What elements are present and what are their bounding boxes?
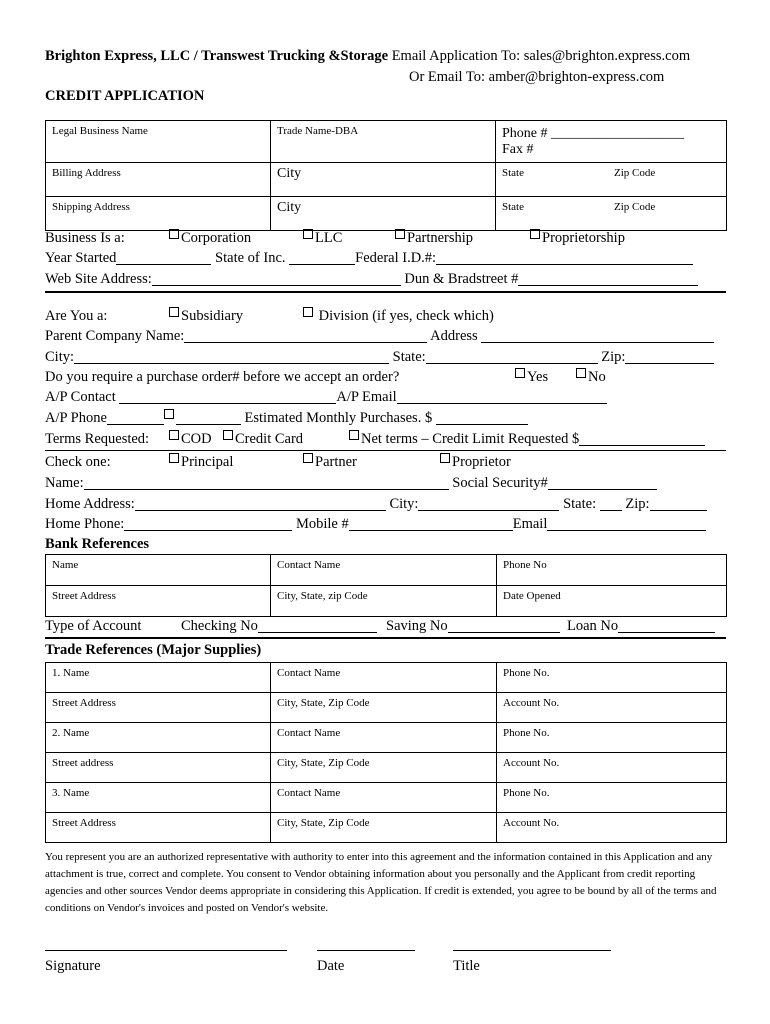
shipping-state-label: State bbox=[502, 201, 524, 213]
bank-contact-label: Contact Name bbox=[277, 559, 341, 571]
parent-zip-label: Zip: bbox=[601, 349, 626, 365]
ap-contact-input[interactable] bbox=[119, 389, 336, 404]
phone-fax-field[interactable] bbox=[496, 121, 727, 163]
billing-address-label: Billing Address bbox=[52, 167, 121, 179]
principal-checkbox[interactable] bbox=[169, 453, 179, 463]
checking-input[interactable] bbox=[258, 618, 377, 633]
net-terms-checkbox[interactable] bbox=[349, 430, 359, 440]
trade-cell[interactable] bbox=[497, 813, 727, 843]
llc-option[interactable] bbox=[303, 229, 342, 247]
billing-address-field[interactable] bbox=[46, 163, 271, 197]
check-one-label: Check one: bbox=[45, 454, 111, 470]
parent-zip-input[interactable] bbox=[625, 349, 714, 364]
shipping-zip-label: Zip Code bbox=[614, 201, 656, 213]
parent-company-input[interactable] bbox=[184, 328, 427, 343]
bank-date-opened-field[interactable] bbox=[497, 586, 727, 617]
saving-label: Saving No bbox=[386, 618, 448, 634]
parent-address-label: Address bbox=[430, 328, 478, 344]
bank-references-table bbox=[45, 554, 727, 617]
dun-bradstreet-input[interactable] bbox=[518, 271, 698, 286]
header bbox=[45, 47, 690, 65]
billing-state-label: State bbox=[502, 167, 524, 179]
ap-email-label: A/P Email bbox=[336, 389, 397, 405]
partnership-label: Partnership bbox=[407, 230, 474, 246]
principal-option[interactable] bbox=[169, 453, 233, 471]
cod-checkbox[interactable] bbox=[169, 430, 179, 440]
trade-1-phone-label: Phone No. bbox=[503, 667, 550, 679]
state-of-inc-input[interactable] bbox=[289, 250, 355, 265]
trade-1-name-label: 1. Name bbox=[52, 667, 90, 679]
po-yes-label: Yes bbox=[527, 369, 549, 385]
email-input[interactable] bbox=[547, 516, 706, 531]
bank-city-label: City, State, zip Code bbox=[277, 590, 368, 602]
loan-group bbox=[567, 617, 715, 635]
date-label: Date bbox=[317, 958, 345, 974]
home-address-label: Home Address: bbox=[45, 496, 135, 512]
bank-phone-field[interactable] bbox=[497, 555, 727, 586]
partner-label: Partner bbox=[315, 454, 357, 470]
web-site-label: Web Site Address: bbox=[45, 271, 152, 287]
phone-label: Phone # ___________________ bbox=[502, 126, 684, 141]
credit-limit-input[interactable] bbox=[579, 431, 705, 446]
home-phone-input[interactable] bbox=[124, 516, 292, 531]
are-you-row bbox=[45, 307, 494, 325]
parent-company-label: Parent Company Name: bbox=[45, 328, 185, 344]
trade-2-street-label: Street address bbox=[52, 757, 114, 769]
principal-label: Principal bbox=[181, 454, 234, 470]
account-type-row bbox=[45, 617, 619, 635]
division-checkbox[interactable] bbox=[303, 307, 313, 317]
parent-city-label: City: bbox=[45, 349, 75, 365]
ssn-input[interactable] bbox=[548, 475, 657, 490]
trade-cell[interactable] bbox=[271, 693, 497, 723]
ap-phone-input[interactable] bbox=[107, 410, 164, 425]
trade-name-label: Trade Name-DBA bbox=[277, 125, 359, 137]
home-state-input[interactable] bbox=[600, 496, 622, 511]
credit-card-option[interactable] bbox=[223, 430, 303, 448]
parent-company-row bbox=[45, 327, 714, 345]
proprietorship-label: Proprietorship bbox=[542, 230, 625, 246]
bank-name-label: Name bbox=[52, 559, 79, 571]
ssn-label: Social Security# bbox=[452, 475, 548, 491]
owner-name-row bbox=[45, 474, 657, 492]
trade-cell[interactable] bbox=[46, 723, 271, 753]
are-you-label: Are You a: bbox=[45, 308, 108, 324]
billing-city-label: City bbox=[277, 166, 302, 181]
trade-cell[interactable] bbox=[497, 663, 727, 693]
bank-date-opened-label: Date Opened bbox=[503, 590, 561, 602]
mobile-label: Mobile # bbox=[295, 516, 349, 532]
trade-cell[interactable] bbox=[271, 723, 497, 753]
proprietor-checkbox[interactable] bbox=[440, 453, 450, 463]
title-label: Title bbox=[453, 958, 480, 974]
net-terms-option[interactable] bbox=[349, 430, 705, 448]
home-phone-row bbox=[45, 515, 706, 533]
date-line[interactable] bbox=[317, 950, 415, 951]
credit-card-checkbox[interactable] bbox=[223, 430, 233, 440]
trade-1-account-label: Account No. bbox=[503, 697, 560, 709]
bank-references-heading: Bank References bbox=[45, 536, 150, 552]
po-no-checkbox[interactable] bbox=[576, 368, 586, 378]
trade-3-street-label: Street Address bbox=[52, 817, 116, 829]
fax-label: Fax # bbox=[502, 142, 534, 157]
trade-2-contact-label: Contact Name bbox=[277, 727, 341, 739]
business-type-row bbox=[45, 229, 625, 247]
credit-card-label: Credit Card bbox=[235, 431, 304, 447]
trade-cell[interactable] bbox=[497, 753, 727, 783]
trade-cell[interactable] bbox=[46, 663, 271, 693]
division-option[interactable] bbox=[303, 307, 494, 325]
ap-email-input[interactable] bbox=[397, 389, 607, 404]
trade-cell[interactable] bbox=[271, 753, 497, 783]
year-started-input[interactable] bbox=[116, 250, 211, 265]
trade-3-contact-label: Contact Name bbox=[277, 787, 341, 799]
llc-label: LLC bbox=[315, 230, 343, 246]
title-line[interactable] bbox=[453, 950, 611, 951]
terms-requested-label: Terms Requested: bbox=[45, 431, 150, 447]
section-divider bbox=[45, 291, 726, 293]
proprietorship-option[interactable] bbox=[530, 229, 625, 247]
bank-city-field[interactable] bbox=[271, 586, 497, 617]
check-one-row bbox=[45, 453, 511, 471]
home-phone-label: Home Phone: bbox=[45, 516, 125, 532]
ap-phone-checkbox[interactable] bbox=[164, 409, 174, 419]
po-yes-option[interactable] bbox=[515, 368, 548, 386]
trade-2-phone-label: Phone No. bbox=[503, 727, 550, 739]
trade-1-contact-label: Contact Name bbox=[277, 667, 341, 679]
shipping-address-label: Shipping Address bbox=[52, 201, 130, 213]
federal-id-input[interactable] bbox=[436, 250, 693, 265]
web-site-input[interactable] bbox=[152, 271, 401, 286]
ap-contact-row bbox=[45, 388, 607, 406]
subsidiary-label: Subsidiary bbox=[181, 308, 244, 324]
trade-1-street-label: Street Address bbox=[52, 697, 116, 709]
business-is-label: Business Is a: bbox=[45, 230, 125, 246]
federal-id-label: Federal I.D.#: bbox=[355, 250, 437, 266]
parent-city-row bbox=[45, 348, 714, 366]
section-divider-2 bbox=[45, 450, 726, 451]
trade-3-phone-label: Phone No. bbox=[503, 787, 550, 799]
home-zip-input[interactable] bbox=[650, 496, 707, 511]
bank-street-label: Street Address bbox=[52, 590, 116, 602]
saving-group bbox=[386, 617, 560, 635]
owner-name-input[interactable] bbox=[84, 475, 449, 490]
subsidiary-option[interactable] bbox=[169, 307, 243, 325]
owner-name-label: Name: bbox=[45, 475, 84, 491]
net-terms-label: Net terms – Credit Limit Requested $ bbox=[361, 431, 580, 447]
subsidiary-checkbox[interactable] bbox=[169, 307, 179, 317]
partner-checkbox[interactable] bbox=[303, 453, 313, 463]
business-info-table bbox=[45, 120, 727, 231]
corporation-option[interactable] bbox=[169, 229, 251, 247]
home-state-label: State: bbox=[563, 496, 597, 512]
trade-1-city-label: City, State, Zip Code bbox=[277, 697, 370, 709]
home-city-label: City: bbox=[389, 496, 419, 512]
loan-label: Loan No bbox=[567, 618, 619, 634]
trade-cell[interactable] bbox=[497, 723, 727, 753]
shipping-city-field[interactable] bbox=[271, 197, 496, 231]
bank-street-field[interactable] bbox=[46, 586, 271, 617]
ap-phone-label: A/P Phone bbox=[45, 410, 107, 426]
cod-label: COD bbox=[181, 431, 212, 447]
shipping-address-field[interactable] bbox=[46, 197, 271, 231]
web-site-row bbox=[45, 270, 698, 288]
trade-2-city-label: City, State, Zip Code bbox=[277, 757, 370, 769]
home-address-input[interactable] bbox=[135, 496, 386, 511]
trade-cell[interactable] bbox=[46, 813, 271, 843]
billing-city-field[interactable] bbox=[271, 163, 496, 197]
trade-references-table bbox=[45, 662, 727, 843]
proprietor-label: Proprietor bbox=[452, 454, 511, 470]
section-divider-3 bbox=[45, 637, 726, 639]
state-of-inc-label: State of Inc. bbox=[215, 250, 286, 266]
est-monthly-label: Estimated Monthly Purchases. $ bbox=[244, 410, 433, 426]
company-name: Brighton Express, LLC / Transwest Trucking &Storage bbox=[45, 48, 389, 64]
agreement-text: You represent you are an authorized representative with authority to enter into this agreement and the information contained in this Application and any attachment is true, correct and complete. You consent to Vendor obtaining information about you personally and the Applicant from credit reporting agencies and other sources Vendor deems appropriate in considering this Application. If credit is extended, you agree to be bound by all of the terms and conditions on Vendor's invoices and posted on Vendor's website. bbox=[45, 851, 717, 914]
est-monthly-input[interactable] bbox=[436, 410, 528, 425]
signature-label: Signature bbox=[45, 958, 101, 974]
billing-state-zip-field[interactable] bbox=[496, 163, 727, 197]
email-label: Email bbox=[512, 516, 548, 532]
email-line-1: Email Application To: sales@brighton.express.com bbox=[391, 48, 691, 64]
shipping-city-label: City bbox=[277, 200, 302, 215]
partnership-option[interactable] bbox=[395, 229, 473, 247]
loan-input[interactable] bbox=[618, 618, 715, 633]
bank-name-field[interactable] bbox=[46, 555, 271, 586]
po-no-label: No bbox=[588, 369, 606, 385]
legal-business-name-field[interactable] bbox=[46, 121, 271, 163]
purchase-order-question: Do you require a purchase order# before we accept an order? bbox=[45, 369, 400, 385]
trade-cell[interactable] bbox=[46, 753, 271, 783]
proprietorship-checkbox[interactable] bbox=[530, 229, 540, 239]
checking-label: Checking No bbox=[181, 618, 258, 634]
bank-contact-field[interactable] bbox=[271, 555, 497, 586]
llc-checkbox[interactable] bbox=[303, 229, 313, 239]
year-started-row bbox=[45, 249, 693, 267]
saving-input[interactable] bbox=[448, 618, 560, 633]
purchase-order-row bbox=[45, 368, 606, 386]
parent-city-input[interactable] bbox=[74, 349, 389, 364]
trade-cell[interactable] bbox=[497, 693, 727, 723]
parent-address-input[interactable] bbox=[481, 328, 714, 343]
parent-state-label: State: bbox=[392, 349, 426, 365]
trade-cell[interactable] bbox=[271, 813, 497, 843]
trade-cell[interactable] bbox=[271, 663, 497, 693]
trade-cell[interactable] bbox=[46, 693, 271, 723]
ap-phone-row bbox=[45, 409, 528, 427]
cod-option[interactable] bbox=[169, 430, 212, 448]
trade-references-heading: Trade References (Major Supplies) bbox=[45, 642, 262, 658]
checking-group bbox=[181, 617, 377, 635]
page-title: CREDIT APPLICATION bbox=[45, 88, 205, 104]
trade-name-field[interactable] bbox=[271, 121, 496, 163]
parent-state-input[interactable] bbox=[426, 349, 598, 364]
dun-bradstreet-label: Dun & Bradstreet # bbox=[404, 271, 519, 287]
partnership-checkbox[interactable] bbox=[395, 229, 405, 239]
ap-contact-label: A/P Contact bbox=[45, 389, 116, 405]
year-started-label: Year Started bbox=[45, 250, 117, 266]
home-address-row bbox=[45, 495, 707, 513]
legal-business-name-label: Legal Business Name bbox=[52, 125, 148, 137]
home-zip-label: Zip: bbox=[625, 496, 650, 512]
division-label: Division (if yes, check which) bbox=[318, 308, 494, 324]
partner-option[interactable] bbox=[303, 453, 357, 471]
trade-cell[interactable] bbox=[497, 783, 727, 813]
bank-phone-label: Phone No bbox=[503, 559, 547, 571]
trade-2-name-label: 2. Name bbox=[52, 727, 90, 739]
signature-line[interactable] bbox=[45, 950, 287, 951]
corporation-checkbox[interactable] bbox=[169, 229, 179, 239]
ap-phone-ext-input[interactable] bbox=[176, 410, 241, 425]
billing-zip-label: Zip Code bbox=[614, 167, 656, 179]
type-of-account-label: Type of Account bbox=[45, 618, 142, 634]
po-no-option[interactable] bbox=[576, 368, 606, 386]
trade-3-city-label: City, State, Zip Code bbox=[277, 817, 370, 829]
po-yes-checkbox[interactable] bbox=[515, 368, 525, 378]
terms-requested-row bbox=[45, 430, 580, 448]
proprietor-option[interactable] bbox=[440, 453, 511, 471]
trade-cell[interactable] bbox=[46, 783, 271, 813]
trade-cell[interactable] bbox=[271, 783, 497, 813]
trade-2-account-label: Account No. bbox=[503, 757, 560, 769]
trade-3-name-label: 3. Name bbox=[52, 787, 90, 799]
home-city-input[interactable] bbox=[418, 496, 559, 511]
corporation-label: Corporation bbox=[181, 230, 252, 246]
email-line-2: Or Email To: amber@brighton-express.com bbox=[409, 69, 665, 85]
shipping-state-zip-field[interactable] bbox=[496, 197, 727, 231]
trade-3-account-label: Account No. bbox=[503, 817, 560, 829]
mobile-input[interactable] bbox=[349, 516, 513, 531]
